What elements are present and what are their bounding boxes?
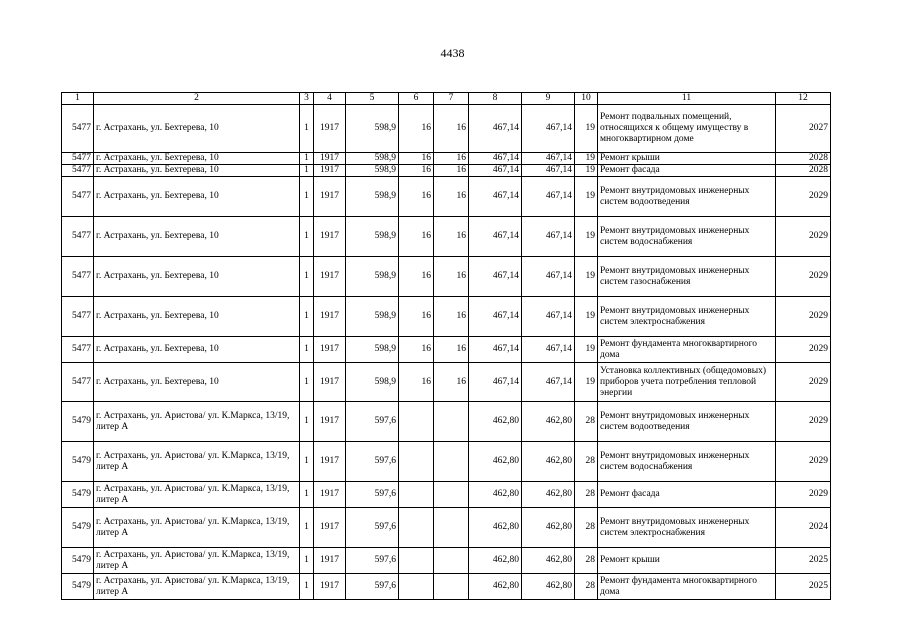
- col3-cell: 1: [300, 105, 314, 153]
- year-cell: 1917: [314, 402, 346, 442]
- col9-cell: 462,80: [522, 548, 575, 574]
- col10-cell: 19: [575, 105, 598, 153]
- page-number: 4438: [440, 46, 465, 60]
- col3-cell: 1: [300, 165, 314, 177]
- house-id-cell: 5477: [62, 165, 94, 177]
- area-cell: 597,6: [346, 442, 399, 482]
- col7-cell: 16: [434, 105, 469, 153]
- house-id-cell: 5477: [62, 257, 94, 297]
- col10-cell: 28: [575, 574, 598, 600]
- col10-cell: 19: [575, 257, 598, 297]
- col6-cell: 16: [399, 217, 434, 257]
- address-cell: г. Астрахань, ул. Аристова/ ул. К.Маркса, 13/19, литер А: [94, 548, 300, 574]
- area-cell: 597,6: [346, 548, 399, 574]
- col6-cell: [399, 548, 434, 574]
- area-cell: 598,9: [346, 217, 399, 257]
- col-header-10: 10: [575, 93, 598, 105]
- col3-cell: 1: [300, 548, 314, 574]
- area-cell: 598,9: [346, 297, 399, 337]
- area-cell: 597,6: [346, 402, 399, 442]
- area-cell: 597,6: [346, 482, 399, 508]
- year-cell: 1917: [314, 548, 346, 574]
- table-row: [62, 165, 831, 177]
- col8-cell: 467,14: [469, 153, 522, 165]
- area-cell: 597,6: [346, 574, 399, 600]
- col6-cell: [399, 508, 434, 548]
- area-cell: 598,9: [346, 257, 399, 297]
- col3-cell: 1: [300, 177, 314, 217]
- address-cell: г. Астрахань, ул. Аристова/ ул. К.Маркса, 13/19, литер А: [94, 442, 300, 482]
- col8-cell: 467,14: [469, 177, 522, 217]
- col9-cell: 462,80: [522, 574, 575, 600]
- col10-cell: 28: [575, 508, 598, 548]
- year-cell: 1917: [314, 105, 346, 153]
- col7-cell: [434, 508, 469, 548]
- col3-cell: 1: [300, 482, 314, 508]
- col6-cell: 16: [399, 177, 434, 217]
- area-cell: 597,6: [346, 508, 399, 548]
- col9-cell: 462,80: [522, 402, 575, 442]
- work-type-cell: Ремонт фасада: [598, 165, 776, 177]
- col7-cell: [434, 442, 469, 482]
- table-row: [62, 508, 831, 548]
- house-id-cell: 5479: [62, 402, 94, 442]
- col7-cell: 16: [434, 217, 469, 257]
- col8-cell: 467,14: [469, 337, 522, 363]
- col-header-6: 6: [399, 93, 434, 105]
- col6-cell: 16: [399, 165, 434, 177]
- house-id-cell: 5477: [62, 105, 94, 153]
- house-id-cell: 5477: [62, 297, 94, 337]
- plan-year-cell: 2028: [776, 153, 831, 165]
- house-id-cell: 5477: [62, 153, 94, 165]
- col-header-2: 2: [94, 93, 300, 105]
- table-row: [62, 442, 831, 482]
- year-cell: 1917: [314, 337, 346, 363]
- work-type-cell: Ремонт внутридомовых инженерных систем водоснабжения: [598, 217, 776, 257]
- year-cell: 1917: [314, 217, 346, 257]
- col9-cell: 462,80: [522, 482, 575, 508]
- col6-cell: [399, 442, 434, 482]
- address-cell: г. Астрахань, ул. Бехтерева, 10: [94, 105, 300, 153]
- house-id-cell: 5477: [62, 337, 94, 363]
- address-cell: г. Астрахань, ул. Бехтерева, 10: [94, 337, 300, 363]
- column-number-row: [62, 93, 831, 105]
- col-header-3: 3: [300, 93, 314, 105]
- house-id-cell: 5479: [62, 442, 94, 482]
- col10-cell: 19: [575, 217, 598, 257]
- area-cell: 598,9: [346, 363, 399, 402]
- col10-cell: 19: [575, 177, 598, 217]
- col9-cell: 462,80: [522, 508, 575, 548]
- year-cell: 1917: [314, 177, 346, 217]
- address-cell: г. Астрахань, ул. Бехтерева, 10: [94, 257, 300, 297]
- col7-cell: [434, 402, 469, 442]
- area-cell: 598,9: [346, 165, 399, 177]
- work-type-cell: Ремонт внутридомовых инженерных систем электроснабжения: [598, 508, 776, 548]
- table-row: [62, 177, 831, 217]
- house-id-cell: 5477: [62, 177, 94, 217]
- house-id-cell: 5477: [62, 363, 94, 402]
- work-type-cell: Ремонт фундамента многоквартирного дома: [598, 574, 776, 600]
- col6-cell: 16: [399, 257, 434, 297]
- col8-cell: 467,14: [469, 217, 522, 257]
- year-cell: 1917: [314, 165, 346, 177]
- col7-cell: 16: [434, 177, 469, 217]
- col-header-9: 9: [522, 93, 575, 105]
- address-cell: г. Астрахань, ул. Аристова/ ул. К.Маркса, 13/19, литер А: [94, 508, 300, 548]
- col7-cell: [434, 574, 469, 600]
- work-type-cell: Ремонт фасада: [598, 482, 776, 508]
- table-row: [62, 297, 831, 337]
- address-cell: г. Астрахань, ул. Бехтерева, 10: [94, 297, 300, 337]
- col10-cell: 28: [575, 402, 598, 442]
- year-cell: 1917: [314, 574, 346, 600]
- work-type-cell: Ремонт внутридомовых инженерных систем водоотведения: [598, 177, 776, 217]
- work-type-cell: Ремонт внутридомовых инженерных систем электроснабжения: [598, 297, 776, 337]
- col6-cell: 16: [399, 363, 434, 402]
- address-cell: г. Астрахань, ул. Бехтерева, 10: [94, 363, 300, 402]
- col8-cell: 467,14: [469, 165, 522, 177]
- col6-cell: 16: [399, 297, 434, 337]
- col7-cell: 16: [434, 257, 469, 297]
- col10-cell: 19: [575, 297, 598, 337]
- col9-cell: 467,14: [522, 217, 575, 257]
- house-id-cell: 5479: [62, 508, 94, 548]
- table-row: [62, 574, 831, 600]
- col9-cell: 467,14: [522, 105, 575, 153]
- table-row: [62, 548, 831, 574]
- col10-cell: 19: [575, 337, 598, 363]
- col7-cell: 16: [434, 297, 469, 337]
- area-cell: 598,9: [346, 177, 399, 217]
- table-row: [62, 105, 831, 153]
- col6-cell: [399, 482, 434, 508]
- address-cell: г. Астрахань, ул. Аристова/ ул. К.Маркса, 13/19, литер А: [94, 402, 300, 442]
- plan-year-cell: 2027: [776, 105, 831, 153]
- house-id-cell: 5479: [62, 548, 94, 574]
- year-cell: 1917: [314, 363, 346, 402]
- plan-year-cell: 2029: [776, 482, 831, 508]
- col8-cell: 467,14: [469, 105, 522, 153]
- col8-cell: 462,80: [469, 402, 522, 442]
- col-header-5: 5: [346, 93, 399, 105]
- col10-cell: 28: [575, 442, 598, 482]
- col9-cell: 467,14: [522, 337, 575, 363]
- table-row: [62, 363, 831, 402]
- col3-cell: 1: [300, 153, 314, 165]
- house-id-cell: 5477: [62, 217, 94, 257]
- col3-cell: 1: [300, 297, 314, 337]
- col6-cell: 16: [399, 153, 434, 165]
- col7-cell: 16: [434, 165, 469, 177]
- table-row: [62, 337, 831, 363]
- area-cell: 598,9: [346, 105, 399, 153]
- work-type-cell: Ремонт фундамента многоквартирного дома: [598, 337, 776, 363]
- col3-cell: 1: [300, 337, 314, 363]
- col8-cell: 467,14: [469, 363, 522, 402]
- col10-cell: 19: [575, 165, 598, 177]
- year-cell: 1917: [314, 508, 346, 548]
- table-row: [62, 217, 831, 257]
- plan-year-cell: 2029: [776, 402, 831, 442]
- address-cell: г. Астрахань, ул. Аристова/ ул. К.Маркса, 13/19, литер А: [94, 574, 300, 600]
- table-row: [62, 482, 831, 508]
- col7-cell: [434, 482, 469, 508]
- col-header-1: 1: [62, 93, 94, 105]
- col9-cell: 467,14: [522, 165, 575, 177]
- address-cell: г. Астрахань, ул. Бехтерева, 10: [94, 153, 300, 165]
- col6-cell: [399, 574, 434, 600]
- year-cell: 1917: [314, 442, 346, 482]
- col10-cell: 19: [575, 153, 598, 165]
- address-cell: г. Астрахань, ул. Бехтерева, 10: [94, 177, 300, 217]
- plan-year-cell: 2028: [776, 165, 831, 177]
- col7-cell: 16: [434, 153, 469, 165]
- col9-cell: 467,14: [522, 257, 575, 297]
- capital-repair-table: [61, 92, 831, 600]
- col7-cell: [434, 548, 469, 574]
- year-cell: 1917: [314, 153, 346, 165]
- col6-cell: 16: [399, 337, 434, 363]
- col6-cell: 16: [399, 105, 434, 153]
- col9-cell: 467,14: [522, 363, 575, 402]
- col8-cell: 462,80: [469, 442, 522, 482]
- address-cell: г. Астрахань, ул. Аристова/ ул. К.Маркса, 13/19, литер А: [94, 482, 300, 508]
- col7-cell: 16: [434, 363, 469, 402]
- table-row: [62, 402, 831, 442]
- col8-cell: 467,14: [469, 297, 522, 337]
- col9-cell: 467,14: [522, 297, 575, 337]
- area-cell: 598,9: [346, 153, 399, 165]
- work-type-cell: Установка коллективных (общедомовых) приборов учета потребления тепловой энергии: [598, 363, 776, 402]
- year-cell: 1917: [314, 297, 346, 337]
- plan-year-cell: 2029: [776, 177, 831, 217]
- table-row: [62, 153, 831, 165]
- plan-year-cell: 2029: [776, 363, 831, 402]
- col3-cell: 1: [300, 363, 314, 402]
- col10-cell: 19: [575, 363, 598, 402]
- plan-year-cell: 2029: [776, 337, 831, 363]
- plan-year-cell: 2029: [776, 442, 831, 482]
- plan-year-cell: 2029: [776, 297, 831, 337]
- col9-cell: 467,14: [522, 153, 575, 165]
- work-type-cell: Ремонт внутридомовых инженерных систем водоотведения: [598, 402, 776, 442]
- work-type-cell: Ремонт крыши: [598, 153, 776, 165]
- col7-cell: 16: [434, 337, 469, 363]
- work-type-cell: Ремонт крыши: [598, 548, 776, 574]
- col3-cell: 1: [300, 574, 314, 600]
- col8-cell: 462,80: [469, 482, 522, 508]
- col-header-7: 7: [434, 93, 469, 105]
- col3-cell: 1: [300, 442, 314, 482]
- col3-cell: 1: [300, 402, 314, 442]
- col3-cell: 1: [300, 257, 314, 297]
- col8-cell: 467,14: [469, 257, 522, 297]
- col3-cell: 1: [300, 508, 314, 548]
- col-header-8: 8: [469, 93, 522, 105]
- house-id-cell: 5479: [62, 482, 94, 508]
- col3-cell: 1: [300, 217, 314, 257]
- col10-cell: 28: [575, 548, 598, 574]
- area-cell: 598,9: [346, 337, 399, 363]
- work-type-cell: Ремонт подвальных помещений, относящихся к общему имуществу в многоквартирном доме: [598, 105, 776, 153]
- address-cell: г. Астрахань, ул. Бехтерева, 10: [94, 217, 300, 257]
- house-id-cell: 5479: [62, 574, 94, 600]
- year-cell: 1917: [314, 257, 346, 297]
- plan-year-cell: 2025: [776, 548, 831, 574]
- col-header-11: 11: [598, 93, 776, 105]
- col8-cell: 462,80: [469, 508, 522, 548]
- plan-year-cell: 2029: [776, 257, 831, 297]
- col8-cell: 462,80: [469, 548, 522, 574]
- col6-cell: [399, 402, 434, 442]
- work-type-cell: Ремонт внутридомовых инженерных систем водоснабжения: [598, 442, 776, 482]
- plan-year-cell: 2029: [776, 217, 831, 257]
- col8-cell: 462,80: [469, 574, 522, 600]
- col-header-12: 12: [776, 93, 831, 105]
- work-type-cell: Ремонт внутридомовых инженерных систем газоснабжения: [598, 257, 776, 297]
- table-row: [62, 257, 831, 297]
- col9-cell: 462,80: [522, 442, 575, 482]
- year-cell: 1917: [314, 482, 346, 508]
- address-cell: г. Астрахань, ул. Бехтерева, 10: [94, 165, 300, 177]
- col9-cell: 467,14: [522, 177, 575, 217]
- plan-year-cell: 2025: [776, 574, 831, 600]
- col10-cell: 28: [575, 482, 598, 508]
- plan-year-cell: 2024: [776, 508, 831, 548]
- col-header-4: 4: [314, 93, 346, 105]
